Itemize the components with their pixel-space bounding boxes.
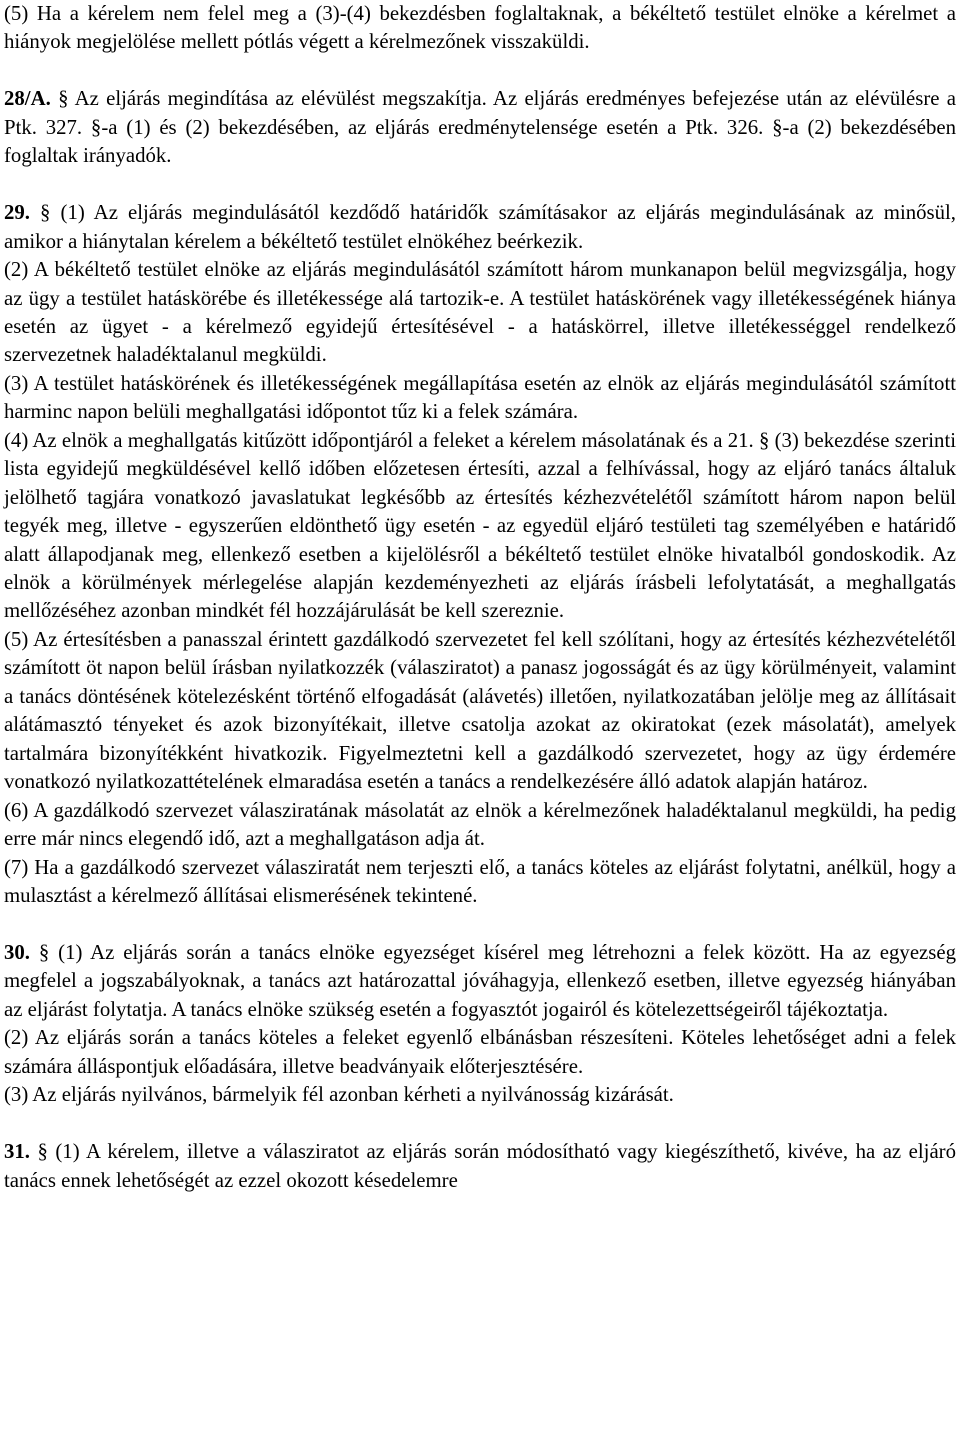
paragraph-gap [4,57,956,85]
section-29-1 [4,199,956,256]
section-28a [4,85,956,170]
paragraph-text: (5) Ha a kérelem nem felel meg a (3)-(4) bekezdésben foglaltaknak, a békéltető testület elnöke a kérelmet a hiányok megjelölése mellett pótlás végett a kérelmezőnek visszaküldi. [4,2,956,54]
section-number: 29. [4,201,30,225]
paragraph-text: (4) Az elnök a meghallgatás kitűzött időpontjáról a feleket a kérelem másolatának és a 21. § (3) bekezdése szerinti lista egyidejű megküldésével kellő időben előzetesen értesíti, azzal a felhívással, hogy az eljáró tanács általuk jelölhető tagjára vonatkozó javaslatukat legkésőbb az értesítés kézhezvételétől számított három napon belül tegyék meg, illetve - egyszerűen eldönthető ügy esetén - az egyedül eljáró testületi tag személyében e határidő alatt állapodjanak meg, ellenkező esetben a kijelölésről a békéltető testület elnöke hivatalból gondoskodik. Az elnök a körülmények mérlegelése alapján kezdeményezheti az eljárás írásbeli lefolytatását, a meghallgatás mellőzéséhez azonban mindkét fél hozzájárulását be kell szereznie. [4,428,956,623]
paragraph-29-4 [4,427,956,626]
paragraph-29-7 [4,854,956,911]
paragraph-text: § (1) A kérelem, illetve a válasziratot az eljárás során módosítható vagy kiegészíthető, kivéve, ha az eljáró tanács ennek lehetőségét az ezzel okozott késedelemre [4,1140,956,1192]
paragraph-text: (6) A gazdálkodó szervezet válasziratának másolatát az elnök a kérelmezőnek haladéktalanul megküldi, ha pedig erre már nincs elegendő idő, azt a meghallgatáson adja át. [4,798,956,851]
section-30-1 [4,939,956,1024]
paragraph-text: § Az eljárás megindítása az elévülést megszakítja. Az eljárás eredményes befejezése után az elévülésre a Ptk. 327. §-a (1) és (2) bekezdésében, az eljárás eredménytelensége esetén a Ptk. 326. §-a (2) bekezdésében foglaltak irányadók. [4,87,956,168]
paragraph-text: (2) A békéltető testület elnöke az eljárás megindulásától számított három munkanapon belül megvizsgálja, hogy az ügy a testület hatáskörébe és illetékessége alá tartozik-e. A testület hatáskörének vagy illetékességének hiánya esetén az ügyet - a kérelmező egyidejű értesítésével - a hatáskörrel, illetve illetékességgel rendelkező szervezetnek haladéktalanul megküldi. [4,258,956,367]
paragraph-29-5 [4,626,956,797]
paragraph-27-5 [4,0,956,57]
paragraph-text: (2) Az eljárás során a tanács köteles a feleket egyenlő elbánásban részesíteni. Köteles lehetőséget adni a felek számára álláspontjuk előadására, illetve beadványaik előterjesztésére. [4,1026,956,1078]
paragraph-text: § (1) Az eljárás során a tanács elnöke egyezséget kísérel meg létrehozni a felek között. Ha az egyezség megfelel a jogszabályoknak, a tanács azt határozattal jóváhagyja, ellenkező esetben, illetve egyezség hiányában az eljárást folytatja. A tanács elnöke szükség esetén a fogyasztót jogairól és kötelezettségeiről tájékoztatja. [4,940,956,1021]
paragraph-gap [4,171,956,199]
paragraph-text: (3) A testület hatáskörének és illetékességének megállapítása esetén az elnök az eljárás megindulásától számított harminc napon belüli meghallgatási időpontot tűz ki a felek számára. [4,371,956,424]
paragraph-30-2 [4,1024,956,1081]
paragraph-gap [4,910,956,938]
section-31-1 [4,1138,956,1195]
paragraph-29-3 [4,370,956,427]
paragraph-text: (7) Ha a gazdálkodó szervezet válasziratát nem terjeszti elő, a tanács köteles az eljárást folytatni, anélkül, hogy a mulasztást a kérelmező állításai elismerésének tekintené. [4,855,956,908]
paragraph-29-6 [4,797,956,854]
section-number: 30. [4,940,30,964]
paragraph-29-2 [4,256,956,370]
paragraph-gap [4,1110,956,1138]
paragraph-text: (3) Az eljárás nyilvános, bármelyik fél azonban kérheti a nyilvánosság kizárását. [4,1083,674,1107]
paragraph-text: § (1) Az eljárás megindulásától kezdődő határidők számításakor az eljárás megindulásának az minősül, amikor a hiánytalan kérelem a békéltető testület elnökéhez beérkezik. [4,201,956,253]
section-number: 28/A. [4,87,51,111]
paragraph-30-3 [4,1081,956,1109]
paragraph-text: (5) Az értesítésben a panasszal érintett gazdálkodó szervezetet fel kell szólítani, hogy az értesítés kézhezvételétől számított öt napon belül írásban nyilatkozzék (válasziratot) a panasz jogosságát és az ügy körülményeit, valamint a tanács döntésének kötelezésként történő elfogadását (alávetés) illetően, nyilatkozatában jelölje meg az állításait alátámasztó tényeket és azok bizonyítékait, illetve csatolja azokat az okiratokat (ezek másolatát), amelyek tartalmára bizonyítékként hivatkozik. Figyelmeztetni kell a gazdálkodó szervezetet, hogy az ügy érdemére vonatkozó nyilatkozattételének elmaradása esetén a tanács a rendelkezésére álló adatok alapján határoz. [4,627,956,794]
section-number: 31. [4,1140,30,1164]
